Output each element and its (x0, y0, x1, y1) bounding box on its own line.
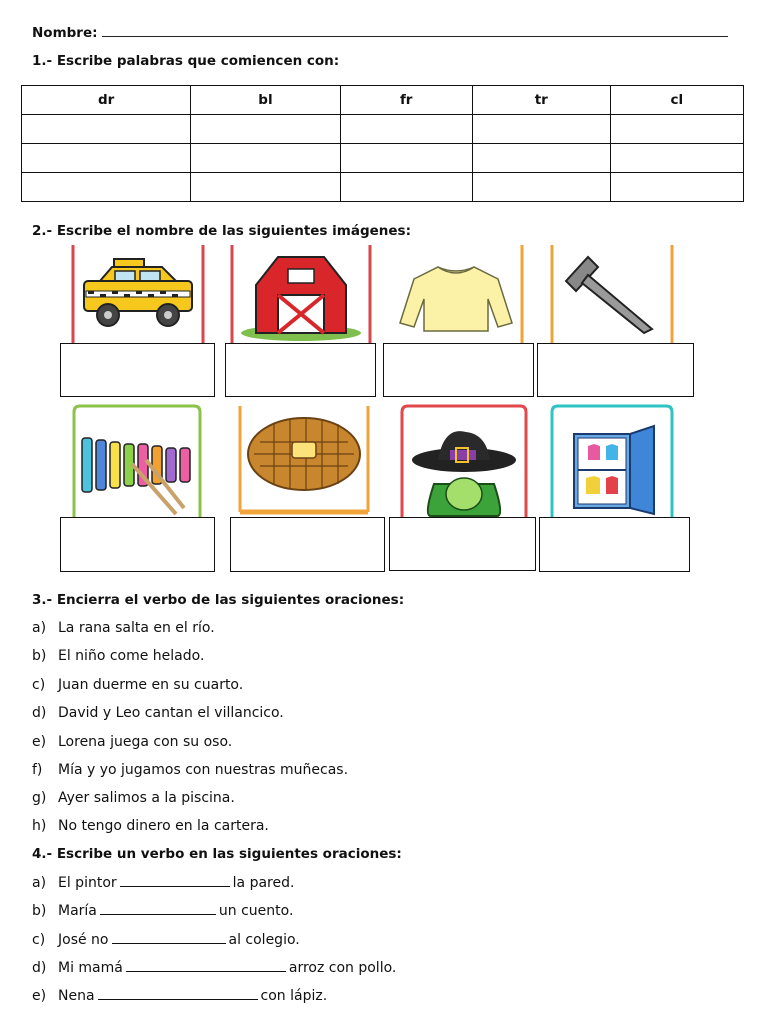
name-label: Nombre: (32, 25, 98, 41)
sentence-end: con lápiz. (260, 988, 328, 1004)
name-blank-line[interactable] (102, 24, 728, 37)
verb-blank[interactable] (98, 988, 258, 1000)
sentence-text[interactable]: Ayer salimos a la piscina. (58, 790, 235, 806)
section1-title: 1.- Escribe palabras que comiencen con: (32, 53, 340, 69)
answer-cell[interactable] (340, 144, 472, 173)
answer-cell[interactable] (610, 115, 743, 144)
section3-title: 3.- Encierra el verbo de las siguientes oraciones: (32, 592, 405, 608)
sentence-text[interactable]: La rana salta en el río. (58, 620, 215, 636)
sentence-end: la pared. (232, 875, 295, 891)
list-item (32, 988, 327, 1004)
nail-icon (548, 245, 678, 345)
answer-cell[interactable] (22, 144, 191, 173)
list-item (32, 648, 204, 664)
answer-cell[interactable] (472, 173, 610, 202)
answer-cell[interactable] (610, 144, 743, 173)
list-item (32, 677, 243, 693)
words-table (21, 85, 744, 202)
wardrobe-card (550, 404, 674, 518)
list-item (32, 960, 396, 976)
list-item (32, 932, 300, 948)
taxi-card (70, 245, 206, 345)
item-label: h) (32, 818, 47, 834)
answer-box[interactable] (230, 517, 385, 572)
sentence-start: El pintor (58, 875, 117, 891)
answer-cell[interactable] (191, 173, 340, 202)
wardrobe-icon (550, 404, 674, 518)
item-label: c) (32, 677, 46, 693)
answer-box[interactable] (537, 343, 694, 397)
table-row (22, 144, 744, 173)
item-label: e) (32, 734, 47, 750)
answer-box[interactable] (389, 517, 536, 571)
waffle-icon (238, 406, 370, 518)
answer-cell[interactable] (191, 115, 340, 144)
barn-icon (228, 245, 374, 345)
table-row (22, 115, 744, 144)
column-header: bl (191, 86, 340, 115)
barn-card (228, 245, 374, 345)
verb-blank[interactable] (100, 903, 216, 915)
sentence-text[interactable]: Mía y yo jugamos con nuestras muñecas. (58, 762, 349, 778)
verb-blank[interactable] (120, 875, 230, 887)
list-item (32, 790, 235, 806)
xylophone-card (72, 404, 202, 518)
answer-box[interactable] (60, 517, 215, 572)
answer-cell[interactable] (340, 115, 472, 144)
item-label: f) (32, 762, 43, 778)
sentence-text[interactable]: Juan duerme en su cuarto. (58, 677, 244, 693)
answer-cell[interactable] (472, 115, 610, 144)
sentence-end: arroz con pollo. (288, 960, 397, 976)
xylophone-icon (72, 404, 202, 518)
words-table-header-row (22, 86, 744, 115)
answer-cell[interactable] (22, 173, 191, 202)
answer-cell[interactable] (22, 115, 191, 144)
item-label: e) (32, 988, 47, 1004)
column-header: cl (610, 86, 743, 115)
section2-title: 2.- Escribe el nombre de las siguientes imágenes: (32, 223, 411, 239)
column-header: dr (22, 86, 191, 115)
item-label: d) (32, 705, 47, 721)
list-item (32, 734, 232, 750)
answer-box[interactable] (60, 343, 215, 397)
item-label: a) (32, 875, 47, 891)
list-item (32, 903, 293, 919)
sentence-start: Mi mamá (58, 960, 123, 976)
verb-blank[interactable] (126, 960, 286, 972)
answer-box[interactable] (539, 517, 690, 572)
answer-cell[interactable] (610, 173, 743, 202)
sentence-text[interactable]: No tengo dinero en la cartera. (58, 818, 269, 834)
item-label: c) (32, 932, 46, 948)
sentence-text[interactable]: David y Leo cantan el villancico. (58, 705, 284, 721)
list-item (32, 875, 294, 891)
list-item (32, 818, 269, 834)
sweater-card (386, 245, 526, 345)
sentence-start: María (58, 903, 97, 919)
table-row (22, 173, 744, 202)
taxi-icon (70, 245, 206, 345)
waffle-card (238, 406, 370, 518)
answer-box[interactable] (383, 343, 534, 397)
sentence-start: José no (58, 932, 109, 948)
verb-blank[interactable] (112, 932, 226, 944)
name-field-row (32, 24, 728, 41)
item-label: a) (32, 620, 47, 636)
sentence-end: al colegio. (228, 932, 300, 948)
sentence-start: Nena (58, 988, 95, 1004)
sentence-end: un cuento. (218, 903, 294, 919)
answer-cell[interactable] (340, 173, 472, 202)
witch-card (400, 404, 528, 518)
item-label: b) (32, 903, 47, 919)
answer-cell[interactable] (191, 144, 340, 173)
witch-icon (400, 404, 528, 518)
column-header: tr (472, 86, 610, 115)
item-label: b) (32, 648, 47, 664)
item-label: d) (32, 960, 47, 976)
sentence-text[interactable]: Lorena juega con su oso. (58, 734, 233, 750)
list-item (32, 620, 215, 636)
section4-title: 4.- Escribe un verbo en las siguientes oraciones: (32, 846, 402, 862)
column-header: fr (340, 86, 472, 115)
item-label: g) (32, 790, 47, 806)
answer-box[interactable] (225, 343, 376, 397)
list-item (32, 705, 284, 721)
sentence-text[interactable]: El niño come helado. (58, 648, 205, 664)
nail-card (548, 245, 678, 345)
sweater-icon (386, 245, 526, 345)
list-item (32, 762, 348, 778)
answer-cell[interactable] (472, 144, 610, 173)
